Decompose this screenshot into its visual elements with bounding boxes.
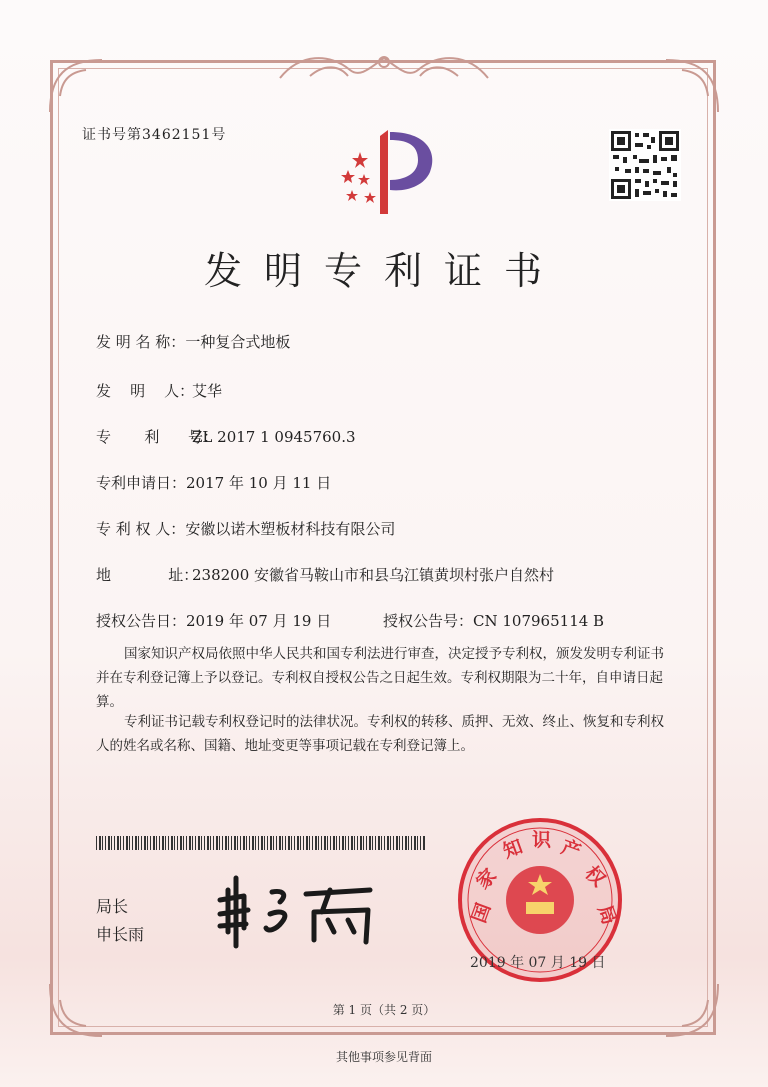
patent-number-row xyxy=(96,426,356,447)
address-label: 地 址： xyxy=(96,566,199,584)
svg-text:国: 国 xyxy=(468,900,496,926)
grant-date-label: 授权公告日： xyxy=(96,612,187,630)
inventor-label: 发 明 人： xyxy=(96,382,195,400)
footer-note: 其他事项参见背面 xyxy=(335,1050,432,1064)
patent-office-logo-icon xyxy=(326,122,446,222)
director-title: 局长 xyxy=(96,897,129,916)
patentee-row xyxy=(96,518,395,539)
document-title: 发明专利证书 xyxy=(203,249,564,293)
corner-ornament-top-left xyxy=(46,56,106,116)
grant-number-label: 授权公告号： xyxy=(383,612,474,630)
filing-date-label: 专利申请日： xyxy=(96,474,187,492)
statement-paragraph-2: 专利证书记载专利权登记时的法律状况。专利权的转移、质押、无效、终止、恢复和专利权人的姓名或名称、国籍、地址变更等事项记载在专利登记簿上。 xyxy=(96,714,664,754)
director-name: 申长雨 xyxy=(96,925,145,944)
page-number: 第 1 页（共 2 页） xyxy=(332,1003,436,1017)
inventor-row xyxy=(96,380,222,401)
top-ornament xyxy=(270,48,498,88)
corner-ornament-top-right xyxy=(662,56,722,116)
grant-number-value: CN 107965114 B xyxy=(473,612,605,630)
address-value: 238200 安徽省马鞍山市和县乌江镇黄坝村张户自然村 xyxy=(192,566,555,584)
svg-text:知: 知 xyxy=(500,835,526,863)
svg-text:产: 产 xyxy=(558,836,584,864)
patent-number-label: 专 利 号： xyxy=(96,428,218,446)
filing-date-value: 2017 年 10 月 11 日 xyxy=(186,474,332,492)
handwritten-signature xyxy=(210,870,390,950)
certificate-number: 证书号第3462151号 xyxy=(82,127,227,143)
address-row xyxy=(96,564,554,585)
barcode xyxy=(96,836,426,850)
filing-date-row xyxy=(96,472,331,493)
grant-date-row xyxy=(96,610,331,631)
svg-text:家: 家 xyxy=(471,864,501,894)
grant-number-row xyxy=(383,610,604,631)
inventor-value: 艾华 xyxy=(192,382,223,400)
patentee-label: 专 利 权 人： xyxy=(96,520,186,538)
qr-code xyxy=(609,129,681,201)
invention-name-value: 一种复合式地板 xyxy=(185,333,291,351)
svg-text:局: 局 xyxy=(593,902,621,928)
invention-name-row xyxy=(96,331,290,352)
seal-date: 2019 年 07 月 19 日 xyxy=(470,955,606,971)
svg-text:权: 权 xyxy=(580,861,610,891)
patent-number-value: ZL 2017 1 0945760.3 xyxy=(192,428,356,446)
patentee-value: 安徽以诺木塑板材科技有限公司 xyxy=(185,520,396,538)
grant-date-value: 2019 年 07 月 19 日 xyxy=(186,612,332,630)
statement-paragraph-1: 国家知识产权局依照中华人民共和国专利法进行审查，决定授予专利权，颁发发明专利证书并在专利登记簿上予以登记。专利权自授权公告之日起生效。专利权期限为二十年，自申请日起算。 xyxy=(96,646,664,710)
invention-name-label: 发 明 名 称： xyxy=(96,333,186,351)
svg-text:识: 识 xyxy=(532,829,552,851)
